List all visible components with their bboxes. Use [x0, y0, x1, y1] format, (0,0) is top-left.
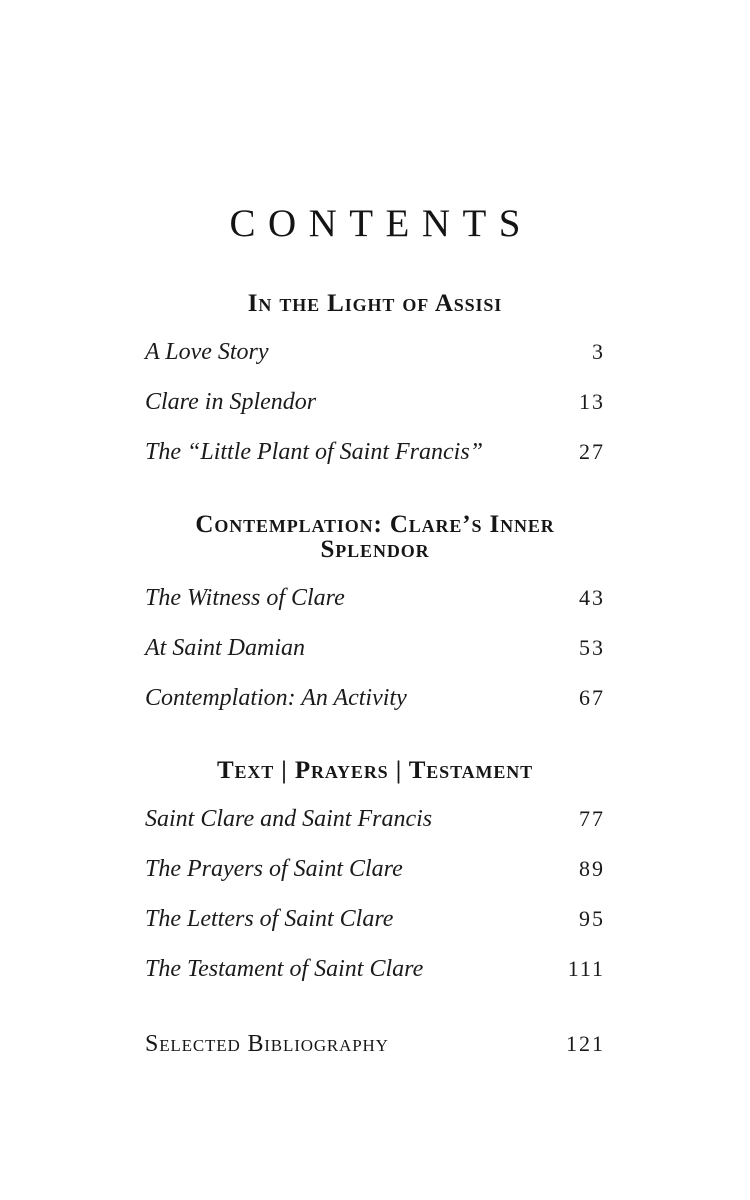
toc-entry: [145, 583, 605, 612]
entry-title: The Letters of Saint Clare: [145, 906, 394, 933]
toc-entry: [145, 683, 605, 712]
entry-page-number: 13: [579, 389, 605, 415]
toc-entry: [145, 387, 605, 416]
entry-page-number: 53: [579, 635, 605, 661]
contents-page: [145, 0, 605, 1058]
entry-title: Selected Bibliography: [145, 1031, 389, 1058]
toc-entry: [145, 904, 605, 933]
entry-page-number: 27: [579, 439, 605, 465]
entry-page-number: 89: [579, 856, 605, 882]
entry-title: A Love Story: [145, 339, 269, 366]
page-title: CONTENTS: [229, 202, 533, 246]
toc-entry: [145, 954, 605, 983]
toc-entry: [145, 854, 605, 883]
toc-entry: [145, 633, 605, 662]
entry-page-number: 95: [579, 906, 605, 932]
entry-page-number: 3: [592, 339, 605, 365]
entry-title: The Testament of Saint Clare: [145, 956, 424, 983]
entry-title: Saint Clare and Saint Francis: [145, 806, 433, 833]
entry-title: The Prayers of Saint Clare: [145, 856, 403, 883]
section-heading-text-prayers-testament: Text | Prayers | Testament: [217, 757, 533, 785]
entry-title: Contemplation: An Activity: [145, 685, 407, 712]
entry-page-number: 121: [566, 1031, 605, 1057]
entry-title: Clare in Splendor: [145, 389, 317, 416]
toc-entry: [145, 437, 605, 466]
entry-page-number: 77: [579, 806, 605, 832]
section-heading-contemplation: Contemplation: Clare’s Inner Splendor: [195, 511, 555, 564]
toc-entry-selected-bibliography: [145, 1029, 605, 1058]
entry-page-number: 111: [567, 956, 605, 982]
entry-title: At Saint Damian: [145, 635, 305, 662]
entry-title: The Witness of Clare: [145, 585, 345, 612]
toc-entry: [145, 337, 605, 366]
section-heading-in-the-light-of-assisi: In the Light of Assisi: [247, 290, 503, 318]
entry-page-number: 43: [579, 585, 605, 611]
entry-page-number: 67: [579, 685, 605, 711]
entry-title: The “Little Plant of Saint Francis”: [145, 439, 484, 466]
toc-entry: [145, 804, 605, 833]
